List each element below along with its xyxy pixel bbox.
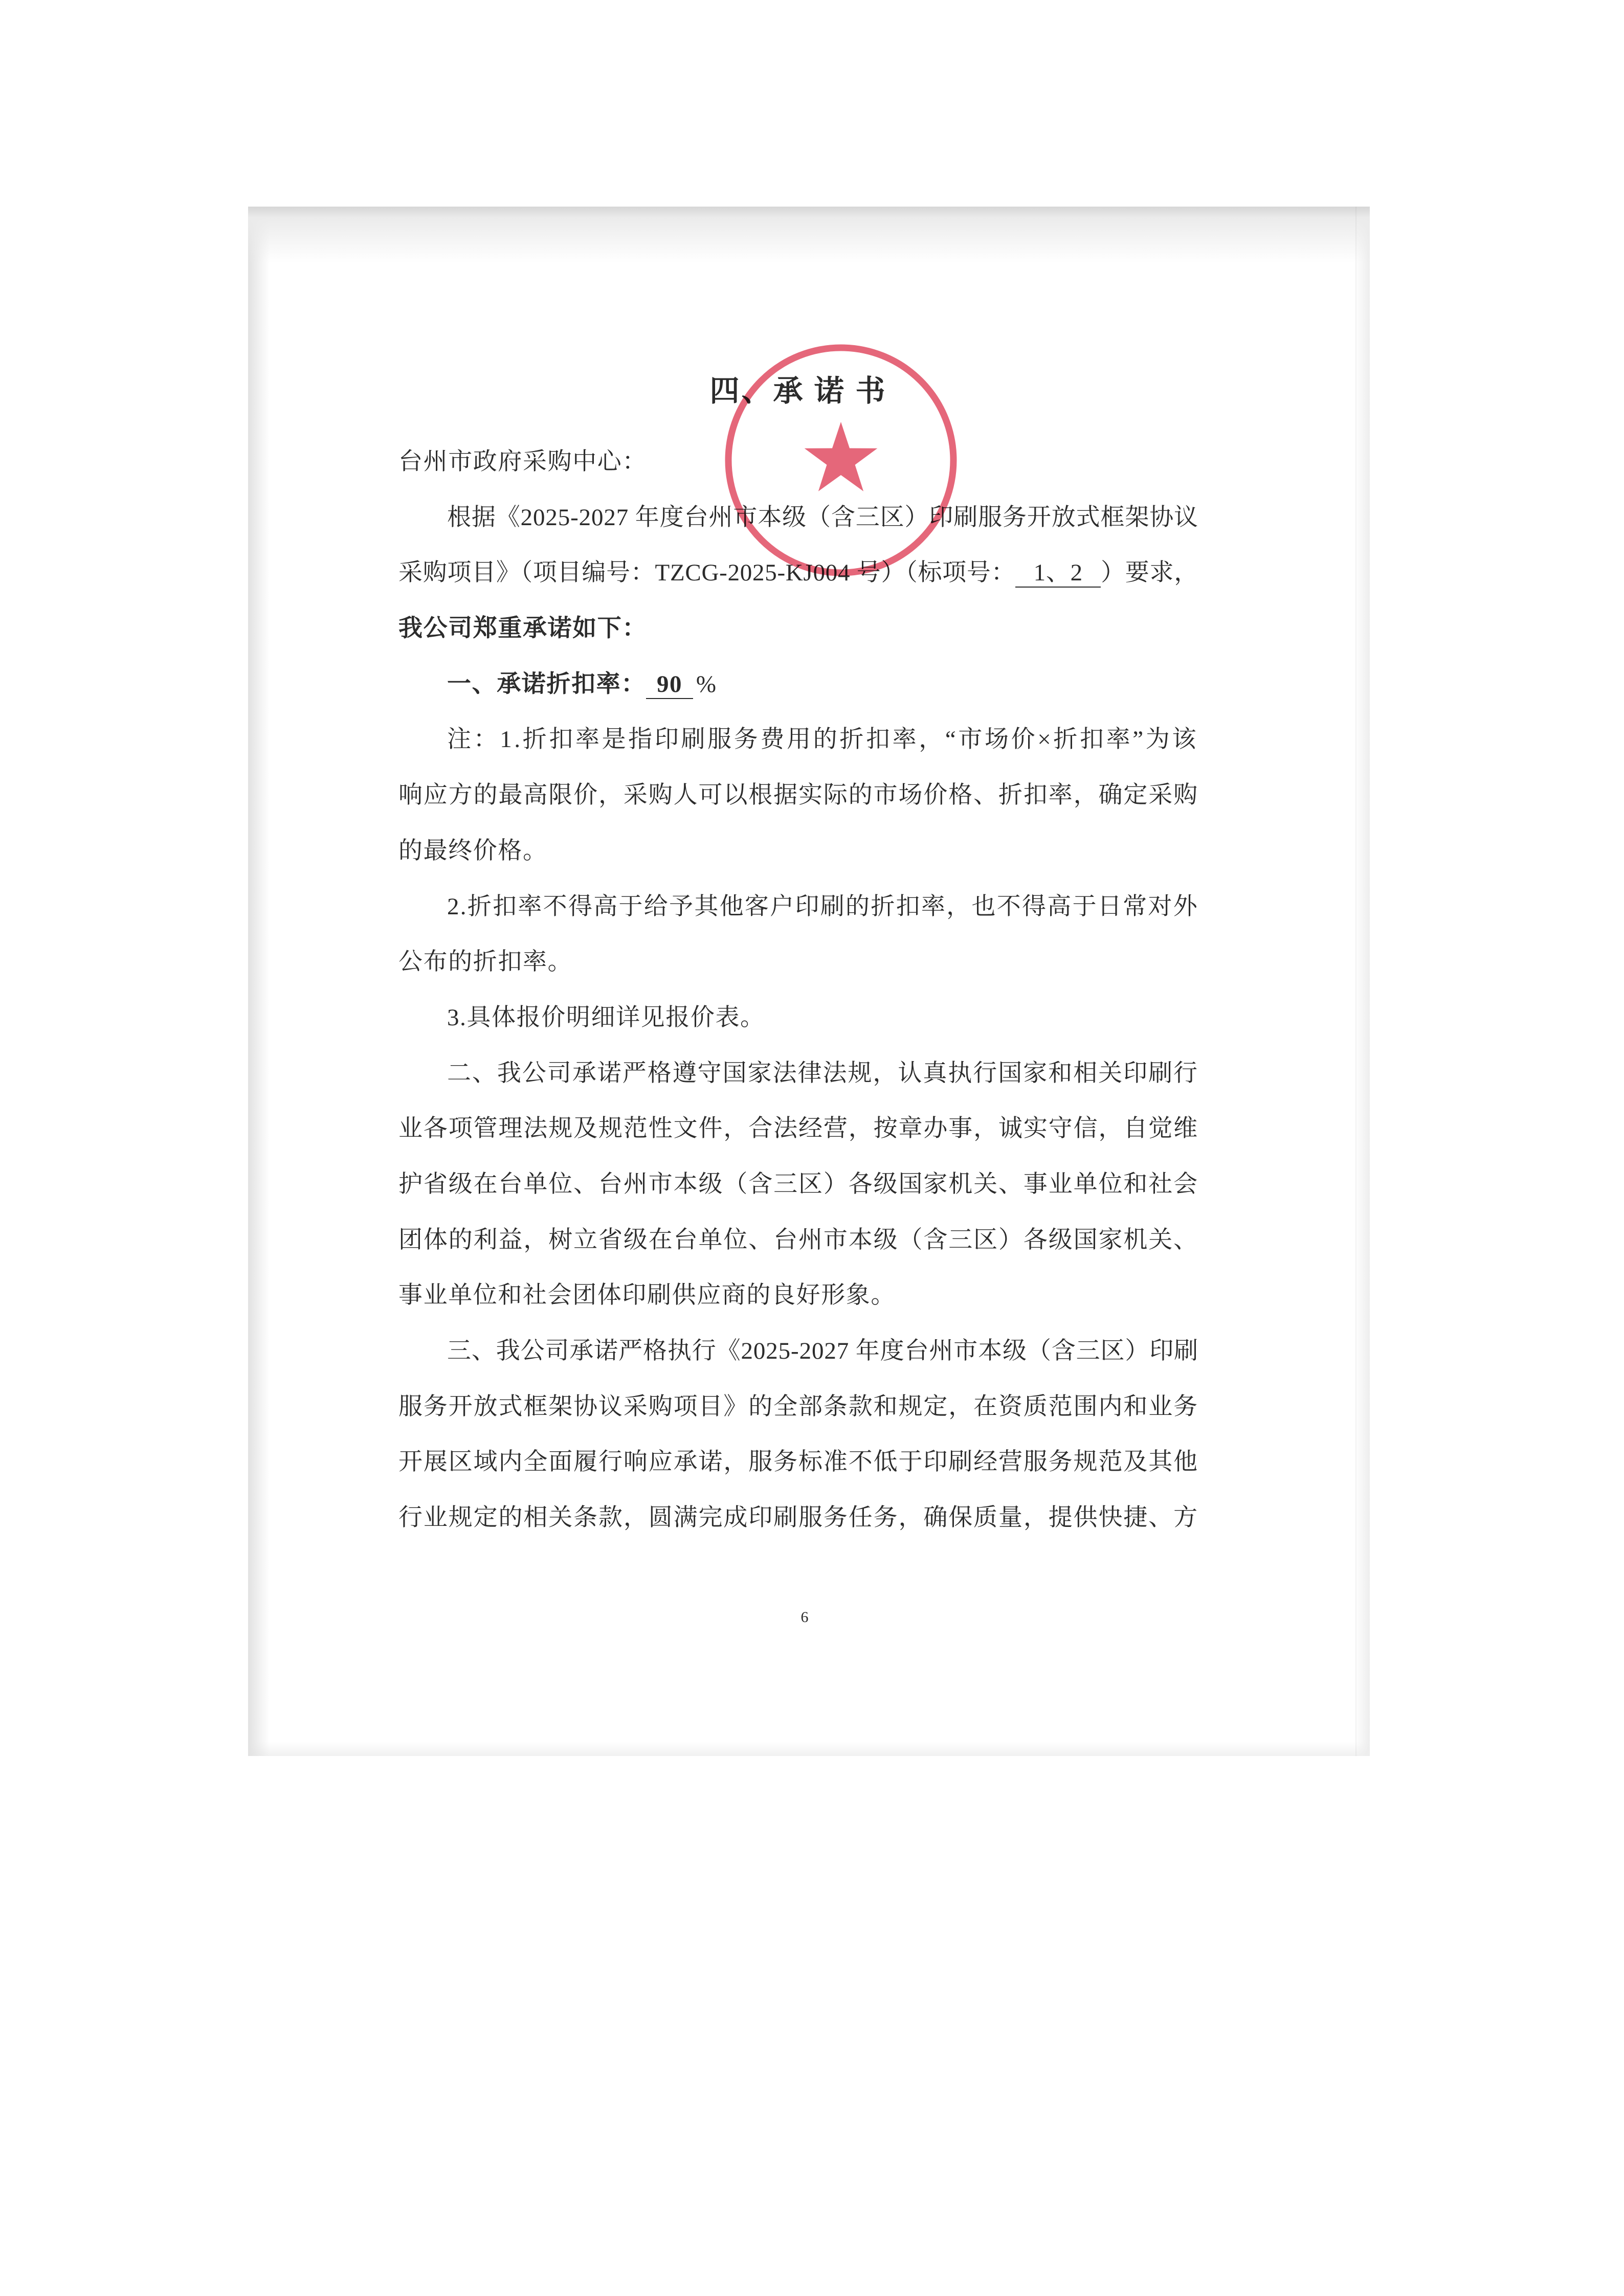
clause-2-text-1: 二、我公司承诺严格遵守国家法律法规，认真执行国家和相关印刷行 xyxy=(447,1060,1198,1087)
clause-3-line-3 xyxy=(398,1434,1198,1490)
note-2-line-2 xyxy=(398,934,1198,990)
clause-2-text-3: 护省级在台单位、台州市本级（含三区）各级国家机关、事业单位和社会 xyxy=(398,1170,1198,1198)
note-2-text-1: 2.折扣率不得高于给予其他客户印刷的折扣率，也不得高于日常对外 xyxy=(447,893,1198,920)
note-1-text-2: 响应方的最高限价，采购人可以根据实际的市场价格、折扣率，确定采购 xyxy=(398,782,1198,809)
page-number: 6 xyxy=(800,1609,809,1626)
document-title: 四、承 诺 书 xyxy=(709,374,887,408)
note-1-text-1: 注：1.折扣率是指印刷服务费用的折扣率，“市场价×折扣率”为该 xyxy=(447,726,1198,753)
note-1-line-3 xyxy=(398,823,1198,879)
star-seal-icon xyxy=(723,343,959,578)
clause-2-line-1 xyxy=(398,1046,1198,1101)
clause-3-line-4 xyxy=(398,1490,1198,1546)
commitment-heading-line xyxy=(398,601,1198,657)
discount-unit: % xyxy=(696,670,717,697)
note-1-line-2 xyxy=(398,768,1198,823)
intro-text-after-lot: ）要求， xyxy=(1101,559,1199,587)
clause-3-line-2 xyxy=(398,1379,1198,1435)
clause-2-line-3 xyxy=(398,1157,1198,1212)
discount-line xyxy=(398,657,1198,712)
clause-3-text-3: 开展区域内全面履行响应承诺，服务标准不低于印刷经营服务规范及其他 xyxy=(398,1449,1198,1476)
note-3-text-1: 3.具体报价明细详见报价表。 xyxy=(447,1004,765,1031)
discount-rate-field: 90 xyxy=(646,670,693,699)
document-body xyxy=(398,434,1198,1546)
clause-2-text-2: 业各项管理法规及规范性文件，合法经营，按章办事，诚实守信，自觉维 xyxy=(398,1115,1198,1142)
clause-3-text-1: 三、我公司承诺严格执行《2025-2027 年度台州市本级（含三区）印刷 xyxy=(447,1338,1198,1364)
intro-text-before-lot: 采购项目》（项目编号：TZCG-2025-KJ004 号）（标项号： xyxy=(398,559,1016,587)
clause-3-text-2: 服务开放式框架协议采购项目》的全部条款和规定，在资质范围内和业务 xyxy=(398,1393,1198,1420)
clause-3-text-4: 行业规定的相关条款，圆满完成印刷服务任务，确保质量，提供快捷、方 xyxy=(398,1504,1198,1532)
clause-2-line-4 xyxy=(398,1212,1198,1268)
note-1-line-1 xyxy=(398,712,1198,768)
note-3-line-1 xyxy=(398,990,1198,1046)
note-2-line-1 xyxy=(398,879,1198,935)
addressee: 台州市政府采购中心： xyxy=(398,448,647,475)
discount-label: 一、承诺折扣率： xyxy=(447,670,646,697)
note-1-text-3: 的最终价格。 xyxy=(398,837,548,864)
clause-3-line-1 xyxy=(398,1323,1198,1379)
lot-numbers-field: 1、2 xyxy=(1015,559,1101,588)
clause-2-line-2 xyxy=(398,1101,1198,1157)
discount-text xyxy=(447,657,717,712)
intro-text-1: 根据《2025-2027 年度台州市本级（含三区）印刷服务开放式框架协议 xyxy=(447,504,1198,531)
clause-2-line-5 xyxy=(398,1268,1198,1323)
seal-star-icon xyxy=(805,422,878,491)
clause-2-text-4: 团体的利益，树立省级在台单位、台州市本级（含三区）各级国家机关、 xyxy=(398,1226,1198,1253)
commitment-heading: 我公司郑重承诺如下： xyxy=(398,615,647,642)
clause-2-text-5: 事业单位和社会团体印刷供应商的良好形象。 xyxy=(398,1282,896,1309)
note-2-text-2: 公布的折扣率。 xyxy=(398,949,573,976)
